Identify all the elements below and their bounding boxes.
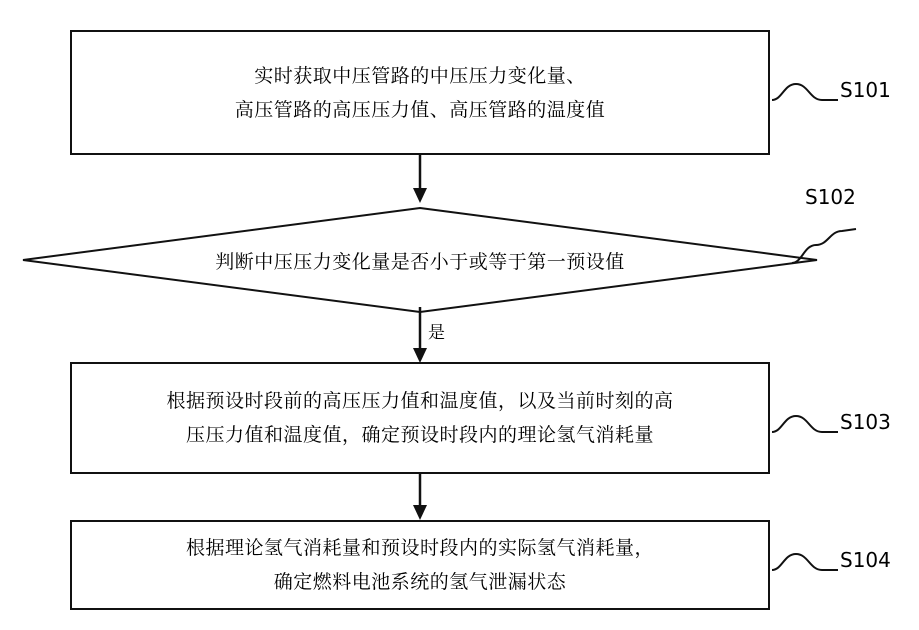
process-node-s103 [70,362,770,474]
step-label-s102: S102 [805,185,856,209]
arrow-s103-to-s104 [405,474,435,522]
step-label-s103: S103 [840,410,891,434]
process-node-s103-text: 根据预设时段前的高压压力值和温度值，以及当前时刻的高 压压力值和温度值，确定预设时段内的理论氢气消耗量 [166,390,674,446]
edge-label-yes: 是 [428,323,445,343]
process-node-s101 [70,30,770,155]
process-node-s104-text: 根据理论氢气消耗量和预设时段内的实际氢气消耗量， 确定燃料电池系统的氢气泄漏状态 [185,537,654,593]
leader-line-s101 [770,70,840,110]
step-label-s101: S101 [840,78,891,102]
process-node-s104 [70,520,770,610]
process-node-s101-text: 实时获取中压管路的中压压力变化量、 高压管路的高压压力值、高压管路的温度值 [234,64,606,121]
leader-line-s103 [770,402,840,442]
leader-line-s104 [770,540,840,580]
arrow-s101-to-s102 [405,155,435,205]
decision-node-s102-text: 判断中压压力变化量是否小于或等于第一预设值 [215,250,625,273]
step-label-s104: S104 [840,548,891,572]
decision-node-s102 [20,205,820,315]
leader-line-s102 [790,225,860,270]
